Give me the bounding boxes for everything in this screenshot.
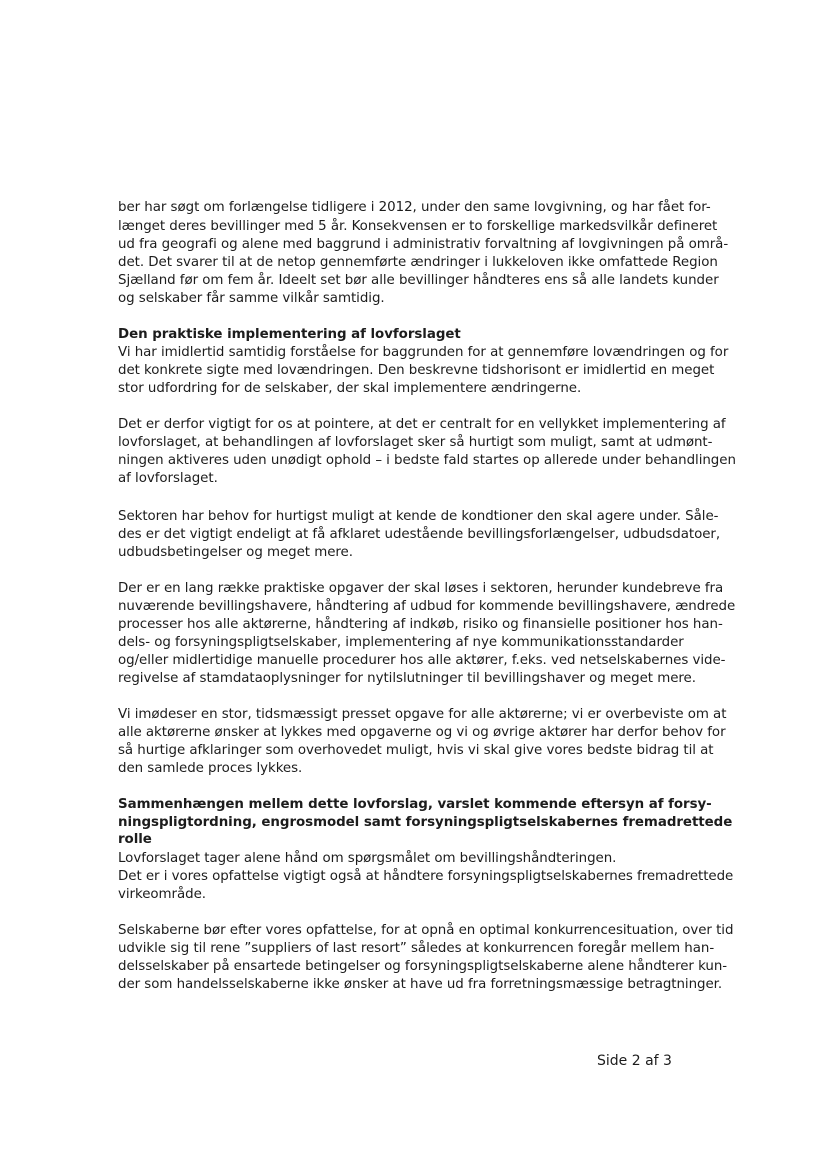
text-line: og/eller midlertidige manuelle procedurer hos alle aktører, f.eks. ved netselskabernes vide- [118, 653, 726, 668]
text-line: ud fra geografi og alene med baggrund i administrativ forvaltning af lovgivningen på områ- [118, 237, 729, 252]
text-line: regivelse af stamdataoplysninger for nytilslutninger til bevillingshaver og meget mere. [118, 671, 696, 686]
text-line: den samlede proces lykkes. [118, 761, 303, 776]
text-line: Vi imødeser en stor, tidsmæssigt presset opgave for alle aktørerne; vi er overbeviste om at [118, 707, 727, 722]
text-line: der som handelsselskaberne ikke ønsker at have ud fra forretningsmæssige betragtninger. [118, 977, 723, 992]
text-line: og selskaber får samme vilkår samtidig. [118, 291, 385, 306]
text-line: lovforslaget, at behandlingen af lovforslaget sker så hurtigt som muligt, samt at udmønt- [118, 435, 713, 450]
text-line: Det er derfor vigtigt for os at pointere, at det er centralt for en vellykket implementering af [118, 417, 726, 432]
text-line: stor udfordring for de selskaber, der skal implementere ændringerne. [118, 381, 582, 396]
heading-line: ningspligtordning, engrosmodel samt forsyningspligtselskabernes fremadrettede [118, 815, 733, 830]
text-line: ber har søgt om forlængelse tidligere i 2012, under den same lovgivning, og har fået for- [118, 200, 711, 215]
text-line: dels- og forsyningspligtselskaber, implementering af nye kommunikationsstandarder [118, 635, 684, 650]
text-line: Selskaberne bør efter vores opfattelse, for at opnå en optimal konkurrencesituation, over tid [118, 923, 734, 938]
text-line: længet deres bevillinger med 5 år. Konsekvensen er to forskellige markedsvilkår defineret [118, 219, 718, 234]
text-line: Sjælland før om fem år. Ideelt set bør alle bevillinger håndteres ens så alle landets kunder [118, 273, 719, 288]
text-line: udvikle sig til rene ”suppliers of last resort” således at konkurrencen foregår mellem han- [118, 941, 715, 956]
text-line: udbudsbetingelser og meget mere. [118, 545, 353, 560]
heading-line: Sammenhængen mellem dette lovforslag, varslet kommende eftersyn af forsy- [118, 797, 712, 812]
text-line: Vi har imidlertid samtidig forståelse for baggrunden for at gennemføre lovændringen og for [118, 345, 729, 360]
section-heading: Den praktiske implementering af lovforslaget [118, 327, 461, 342]
text-line: nuværende bevillingshavere, håndtering af udbud for kommende bevillingshavere, ændrede [118, 599, 736, 614]
text-line: alle aktørerne ønsker at lykkes med opgaverne og vi og øvrige aktører har derfor behov for [118, 725, 726, 740]
text-line: Sektoren har behov for hurtigst muligt at kende de kondtioner den skal agere under. Såle- [118, 509, 719, 524]
text-line: des er det vigtigt endeligt at få afklaret udestående bevillingsforlængelser, udbudsdatoer, [118, 527, 721, 542]
text-line: virkeområde. [118, 887, 207, 902]
page-number: Side 2 af 3 [597, 1053, 672, 1069]
heading-line: rolle [118, 832, 152, 847]
text-line: så hurtige afklaringer som overhovedet muligt, hvis vi skal give vores bedste bidrag til at [118, 743, 714, 758]
text-line: af lovforslaget. [118, 471, 218, 486]
text-line: delsselskaber på ensartede betingelser og forsyningspligtselskaberne alene håndterer kun- [118, 959, 728, 974]
text-line: det. Det svarer til at de netop gennemførte ændringer i lukkeloven ikke omfattede Region [118, 255, 718, 270]
text-line: Der er en lang række praktiske opgaver der skal løses i sektoren, herunder kundebreve fra [118, 581, 724, 596]
text-line: Det er i vores opfattelse vigtigt også at håndtere forsyningspligtselskabernes fremadrettede [118, 869, 734, 884]
text-line: det konkrete sigte med lovændringen. Den beskrevne tidshorisont er imidlertid en meget [118, 363, 715, 378]
text-line: ningen aktiveres uden unødigt ophold – i bedste fald startes op allerede under behandlingen [118, 453, 736, 468]
text-line: processer hos alle aktørerne, håndtering af indkøb, risiko og finansielle positioner hos han- [118, 617, 723, 632]
text-line: Lovforslaget tager alene hånd om spørgsmålet om bevillingshåndteringen. [118, 851, 617, 866]
